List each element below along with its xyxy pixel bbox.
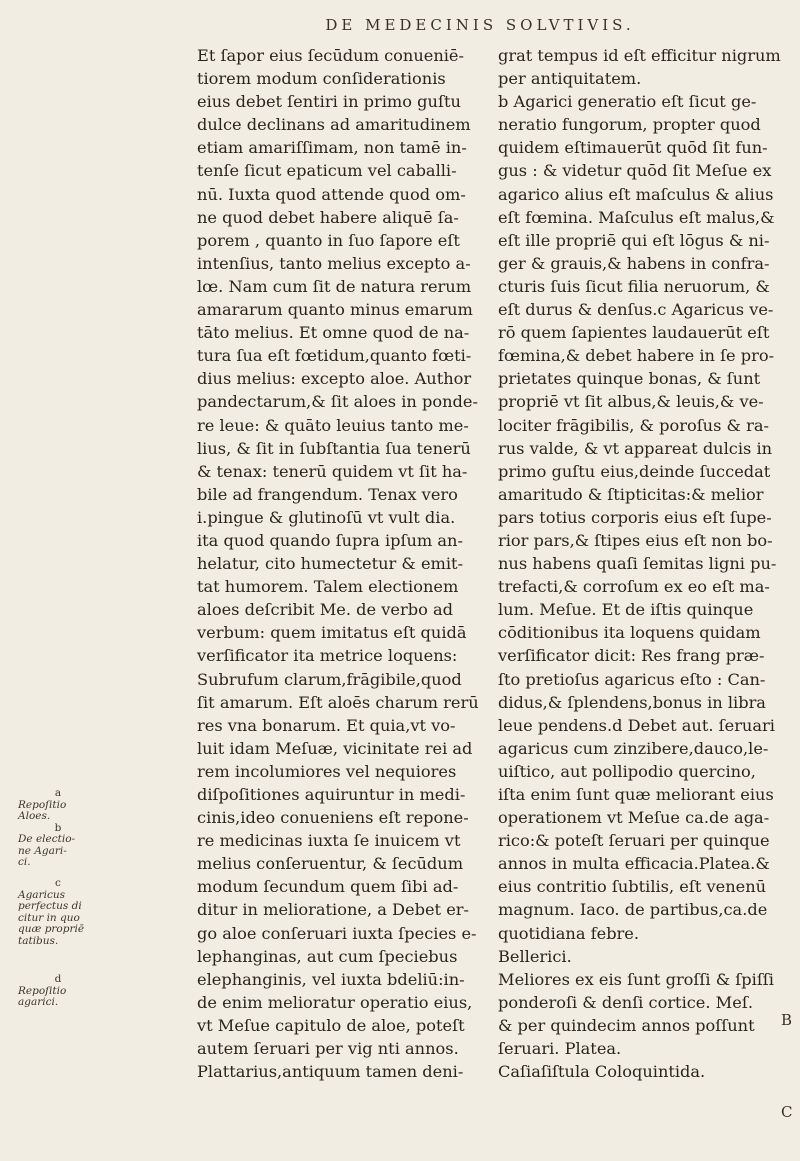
- text-line: vt Meſue capitulo de aloe, poteſt: [197, 1015, 465, 1035]
- text-line: rus valde, & vt appareat dulcis in: [498, 438, 773, 458]
- left-text-column: [197, 44, 487, 1083]
- text-line: melius conſeruentur, & ſecūdum: [197, 854, 464, 874]
- text-line: didus,& ſplendens,bonus in libra: [498, 692, 766, 712]
- text-line: iſta enim ſunt quæ meliorant eius: [498, 785, 774, 804]
- text-line: eius debet ſentiri in primo guſtu: [197, 92, 461, 112]
- text-line: lœ. Nam cum ſit de natura rerum: [197, 276, 472, 296]
- text-line: autem ſeruari per vig nti annos.: [197, 1039, 459, 1059]
- text-line: re leue: & quāto leuius tanto me-: [197, 415, 469, 435]
- text-line: eſt durus & denſus.c Agaricus ve-: [498, 300, 774, 320]
- text-line: eſt fœmina. Maſculus eſt malus,&: [498, 207, 775, 227]
- text-line: go aloe conſeruari iuxta ſpecies e-: [197, 923, 477, 943]
- right-text-column: [498, 44, 781, 1083]
- text-line: lius, & ſit in ſubſtantia ſua tenerū: [197, 438, 471, 458]
- text-line: lociter frāgibilis, & poroſus & ra-: [498, 415, 769, 435]
- text-line: leue pendens.d Debet aut. ſeruari: [498, 715, 775, 735]
- text-line: gus : & videtur quōd ſit Meſue ex: [498, 161, 772, 181]
- text-line: primo guſtu eius,deinde ſuccedat: [498, 461, 771, 481]
- running-header: DE MEDECINIS SOLVTIVIS.: [325, 16, 635, 34]
- text-line: nū. Iuxta quod attende quod om-: [197, 184, 466, 204]
- margin-gloss-line: De electio-: [18, 833, 76, 845]
- text-line: grat tempus id eſt efficitur nigrum: [498, 46, 781, 65]
- text-line: rior pars,& ſtipes eius eſt non bo-: [498, 530, 773, 550]
- text-line: tat humorem. Talem electionem: [197, 577, 459, 597]
- text-line: ſto pretioſus agaricus eſto : Can-: [498, 669, 766, 689]
- text-line: intenſius, tanto melius excepto a-: [197, 253, 471, 273]
- text-line: fœmina,& debet habere in ſe pro-: [498, 346, 775, 366]
- text-line: & per quindecim annos poſſunt: [498, 1015, 755, 1035]
- text-line: eſt ille propriē qui eſt lōgus & ni-: [498, 230, 770, 250]
- margin-gloss-line: Agaricus: [18, 888, 65, 901]
- text-line: b Agarici generatio eſt ſicut ge-: [498, 92, 757, 112]
- text-line: neratio fungorum, propter quod: [498, 115, 761, 135]
- margin-gloss-line: Repoſitio: [18, 798, 67, 811]
- text-line: ne quod debet habere aliquē ſa-: [197, 207, 459, 227]
- text-line: cinis,ideo conueniens eſt repone-: [197, 808, 469, 828]
- text-line: ger & grauis,& habens in confra-: [498, 253, 770, 273]
- text-line: ſit amarum. Eſt aloēs charum rerū: [197, 692, 479, 712]
- text-line: per antiquitatem.: [498, 69, 642, 89]
- text-line: bile ad frangendum. Tenax vero: [197, 484, 458, 504]
- text-line: aloes deſcribit Me. de verbo ad: [197, 600, 453, 620]
- text-line: cōditionibus ita loquens quidam: [498, 623, 761, 643]
- text-line: lephanginas, aut cum ſpeciebus: [197, 946, 458, 966]
- text-line: rō quem ſapientes laudauerūt eſt: [498, 323, 770, 343]
- text-line: Caſiaſiſtula Coloquintida.: [498, 1062, 706, 1082]
- text-line: pars totius corporis eius eſt ſupe-: [498, 507, 772, 527]
- margin-note-agaricus-perfectus: [18, 878, 98, 947]
- text-line: diſpoſitiones aquiruntur in medi-: [197, 785, 466, 804]
- text-line: ita quod quando ſupra ipſum an-: [197, 530, 463, 550]
- text-line: elephanginis, vel iuxta bdeliū:in-: [197, 969, 465, 989]
- text-line: Bellerici.: [498, 946, 572, 966]
- text-line: lum. Meſue. Et de iſtis quinque: [498, 600, 754, 620]
- margin-gloss-line: ci.: [18, 856, 31, 868]
- margin-gloss-line: Aloes.: [18, 810, 51, 822]
- text-line: prietates quinque bonas, & ſunt: [498, 369, 761, 389]
- text-line: etiam amariſſimam, non tamē in-: [197, 138, 467, 158]
- text-line: verſificator ita metrice loquens:: [197, 646, 458, 666]
- text-line: ditur in melioratione, a Debet er-: [197, 900, 469, 920]
- text-line: porem , quanto in ſuo ſapore eſt: [197, 230, 460, 250]
- text-line: dulce declinans ad amaritudinem: [197, 115, 471, 135]
- text-line: & tenax: tenerū quidem vt ſit ha-: [197, 461, 468, 481]
- text-line: Subrufum clarum,frāgibile,quod: [197, 669, 462, 689]
- margin-gloss-line: agarici.: [18, 996, 59, 1008]
- text-line: uiſtico, aut pollipodio quercino,: [498, 761, 756, 781]
- margin-gloss-line: perfectus di: [18, 900, 82, 912]
- text-line: Plattarius,antiquum tamen deni-: [197, 1062, 464, 1082]
- text-line: amararum quanto minus emarum: [197, 300, 473, 320]
- text-line: operationem vt Meſue ca.de aga-: [498, 808, 770, 828]
- text-line: trefacti,& corroſum ex eo eſt ma-: [498, 577, 770, 597]
- margin-gloss-line: b: [54, 821, 62, 834]
- margin-gloss-line: c: [55, 877, 61, 889]
- text-line: annos in multa efficacia.Platea.&: [498, 854, 770, 874]
- text-line: i.pingue & glutinoſū vt vult dia.: [197, 507, 456, 527]
- text-line: de enim melioratur operatio eius,: [197, 992, 473, 1012]
- text-line: helatur, cito humectetur & emit-: [197, 554, 464, 574]
- text-line: modum ſecundum quem ſibi ad-: [197, 877, 459, 897]
- margin-gloss-line: quæ propriē: [18, 923, 85, 935]
- text-line: rico:& poteſt ſeruari per quinque: [498, 831, 770, 851]
- text-line: nus habens quaſi ſemitas ligni pu-: [498, 554, 777, 574]
- text-line: Et ſapor eius ſecūdum conueniē-: [197, 46, 464, 65]
- margin-gloss-line: a: [54, 787, 62, 799]
- text-line: rem incolumiores vel nequiores: [197, 761, 457, 781]
- text-line: res vna bonarum. Et quia,vt vo-: [197, 715, 456, 735]
- text-line: propriē vt ſit albus,& leuis,& ve-: [498, 392, 764, 412]
- text-line: magnum. Iaco. de partibus,ca.de: [498, 900, 768, 920]
- text-line: verſificator dicit: Res frang præ-: [498, 646, 765, 666]
- text-line: tura ſua eſt fœtidum,quanto fœti-: [197, 346, 472, 366]
- text-line: tāto melius. Et omne quod de na-: [197, 323, 470, 343]
- signature-mark-c: C: [781, 1103, 793, 1121]
- text-line: verbum: quem imitatus eſt quidā: [197, 623, 467, 643]
- margin-gloss-line: citur in quo: [18, 911, 80, 924]
- margin-gloss-line: d: [54, 973, 62, 985]
- margin-note-repositio-agarici: [18, 974, 98, 1009]
- text-line: agarico alius eſt maſculus & alius: [498, 184, 774, 204]
- text-line: pandectarum,& ſit aloes in ponde-: [197, 392, 478, 412]
- text-line: dius melius: excepto aloe. Author: [197, 369, 472, 389]
- text-line: amaritudo & ſtipticitas:& melior: [498, 484, 764, 504]
- text-line: agaricus cum zinzibere,dauco,le-: [498, 738, 769, 758]
- text-line: quotidiana febre.: [498, 923, 640, 943]
- text-line: ſeruari. Platea.: [498, 1039, 622, 1059]
- text-line: cturis ſuis ſicut filia neruorum, &: [498, 276, 770, 296]
- margin-gloss-line: ne Agari-: [18, 844, 67, 857]
- text-line: luit idam Meſuæ, vicinitate rei ad: [197, 738, 473, 758]
- margin-note-aloes: [18, 788, 98, 869]
- text-line: tenſe ſicut epaticum vel caballi-: [197, 161, 457, 181]
- text-line: Meliores ex eis ſunt groſſi & ſpiſſi: [498, 969, 774, 989]
- text-line: eius contritio ſubtilis, eſt venenū: [498, 877, 767, 897]
- text-line: ponderoſi & denſi cortice. Meſ.: [498, 992, 753, 1012]
- margin-gloss-line: tatibus.: [18, 934, 59, 947]
- text-line: re medicinas iuxta ſe inuicem vt: [197, 831, 461, 851]
- margin-gloss-line: Repoſitio: [18, 984, 67, 997]
- text-line: quidem eſtimauerūt quōd ſit fun-: [498, 138, 768, 158]
- text-line: tiorem modum conſiderationis: [197, 69, 446, 89]
- signature-mark-b: B: [781, 1011, 793, 1029]
